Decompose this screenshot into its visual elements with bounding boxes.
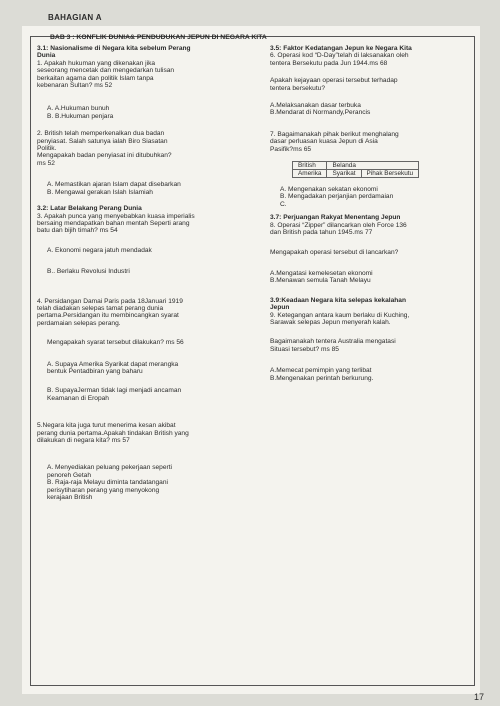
q1-option-a: A. A.Hukuman bunuh (47, 105, 110, 113)
q5-option-b-cont: kerajaan British (47, 494, 93, 502)
part-label: BAHAGIAN A (48, 13, 102, 22)
right-column (270, 45, 470, 382)
q2-line: penyiasat. Salah satunya ialah Biro Siasatan (37, 137, 168, 145)
section-3-5-heading: 3.5: Faktor Kedatangan Jepun ke Negara Kita (270, 45, 412, 52)
q7-line: 7. Bagaimanakah pihak berikut menghalang (270, 130, 399, 138)
q3-line: batu dan bijih timah? ms 54 (37, 227, 118, 235)
q2-line: 2. British telah memperkenalkan dua badan (37, 130, 165, 138)
q8-option-a: A.Mengatasi kemelesetan ekonomi (270, 269, 373, 277)
section-3-1-heading: 3.1: Nasionalisme di Negara kita sebelum Perang (37, 45, 191, 52)
q4-question: Mengapakah syarat tersebut dilakukan? ms 56 (47, 339, 184, 347)
q5-line: dilakukan di negara kita? ms 57 (37, 437, 130, 444)
q5-option-a: A. Menyediakan peluang pekerjaan seperti (47, 464, 172, 472)
q3-line: bersaing mendapatkan bahan mentah Seperti arang (37, 219, 190, 227)
q6-line: 6. Operasi kod “D-Day”telah di laksanakan oleh (270, 52, 409, 60)
q8-line: 8. Operasi “Zipper” dilancarkan oleh Force 136 (270, 221, 407, 229)
q4-line: pertama.Persidangan itu membincangkan syarat (37, 312, 179, 320)
q2-line: ms 52 (37, 159, 55, 167)
q8-question: Mengapakah operasi tersebut di lancarkan? (270, 248, 399, 256)
q1-line: 1. Apakah hukuman yang dikenakan jika (37, 59, 156, 67)
page-number: 17 (473, 692, 484, 702)
q9-option-a: A.Memecat pemimpin yang terlibat (270, 367, 372, 375)
q9-question: Bagaimanakah tentera Australia mengatasi (270, 338, 396, 346)
q4-line: perdamaian selepas perang. (37, 319, 121, 327)
q6-line: tentera Bersekutu pada Jun 1944.ms 68 (270, 59, 388, 67)
q7-line: Pasifik?ms 65 (270, 145, 312, 153)
q7-option-c: C. (280, 200, 287, 208)
q9-question-cont: Situasi tersebut? ms 85 (270, 345, 339, 353)
q4-option-b: B. SupayaJerman tidak lagi menjadi ancaman (47, 387, 182, 395)
section-3-9-heading-cont: Jepun (270, 304, 290, 312)
table-cell: British (293, 162, 327, 170)
q2-line: Mengapakah badan penyiasat ini ditubuhkan? (37, 152, 172, 160)
q7-option-a: A. Mengenakan sekatan ekonomi (280, 186, 378, 194)
q1-line: kebenaran Sultan? ms 52 (37, 82, 113, 90)
q1-option-b: B. B.Hukuman penjara (47, 112, 114, 120)
q4-option-b-cont: Keamanan di Eropah (47, 394, 109, 402)
q5-option-b: B. Raja-raja Melayu diminta tandatangani (47, 479, 168, 487)
left-column (37, 45, 262, 501)
q2-line: Politik. (37, 145, 57, 153)
q9-line: Sarawak selepas Jepun menyerah kalah. (270, 318, 391, 326)
section-3-7-heading: 3.7: Perjuangan Rakyat Menentang Jepun (270, 214, 401, 222)
q2-option-a: A. Memastikan ajaran Islam dapat disebarkan (47, 181, 181, 189)
q4-option-a-cont: bentuk Pentadbiran yang baharu (47, 367, 143, 375)
q7-table (292, 161, 419, 178)
q9-line: 9. Ketegangan antara kaum berlaku di Kuching, (270, 311, 410, 319)
q5-line: perang dunia pertama.Apakah tindakan British yang (37, 429, 189, 437)
q1-line: berkaitan agama dan politik Islam tanpa (37, 74, 154, 82)
q5-line: 5.Negara kita juga turut menerima kesan akibat (37, 422, 176, 430)
q1-line: seseorang mencetak dan mengedarkan tulisan (37, 67, 175, 75)
q3-option-a: A. Ekonomi negara jatuh mendadak (47, 246, 152, 254)
table-cell: Pihak Bersekutu (361, 170, 419, 178)
q8-line: dan British pada tahun 1945.ms 77 (270, 229, 373, 237)
q6-option-a: A.Melaksanakan dasar terbuka (270, 102, 361, 110)
q5-option-b-cont: perisytiharan perang yang menyokong (47, 486, 160, 494)
table-cell: Syarikat (327, 170, 361, 178)
section-3-9-heading: 3.9:Keadaan Negara kita selepas kekalahan (270, 296, 406, 304)
q5-option-a-cont: penoreh Getah (47, 471, 91, 479)
q3-option-b: B.. Berlaku Revolusi Industri (47, 268, 130, 276)
q4-option-a: A. Supaya Amerika Syarikat dapat merangka (47, 360, 179, 368)
chapter-title: BAB 3 : KONFLIK DUNIA& PENDUDUKAN JEPUN DI NEGARA KITA (50, 34, 267, 41)
q6-question-cont: tentera bersekutu? (270, 84, 325, 92)
q4-line: telah diadakan selepas tamat perang dunia (37, 304, 164, 312)
q7-line: dasar perluasan kuasa Jepun di Asia (270, 138, 378, 146)
table-cell: Amerika (293, 170, 327, 178)
q8-option-b: B.Menawan semula Tanah Melayu (270, 277, 371, 285)
q3-line: 3. Apakah punca yang menyebabkan kuasa imperialis (37, 212, 195, 220)
q4-line: 4. Persidangan Damai Paris pada 18Januari 1919 (37, 297, 183, 305)
q6-option-b: B.Mendarat di Normandy,Perancis (270, 109, 371, 117)
table-cell: Belanda (327, 162, 419, 170)
section-3-2-heading: 3.2: Latar Belakang Perang Dunia (37, 205, 142, 213)
section-3-1-heading-cont: Dunia (37, 52, 56, 60)
q7-option-b: B. Mengadakan perjanjian perdamaian (280, 193, 394, 201)
q9-option-b: B.Mengenakan perintah berkurung. (270, 374, 374, 382)
q6-question: Apakah kejayaan operasi tersebut terhadap (270, 77, 398, 85)
q2-option-b: B. Mengawal gerakan Islah Islamiah (47, 188, 153, 196)
